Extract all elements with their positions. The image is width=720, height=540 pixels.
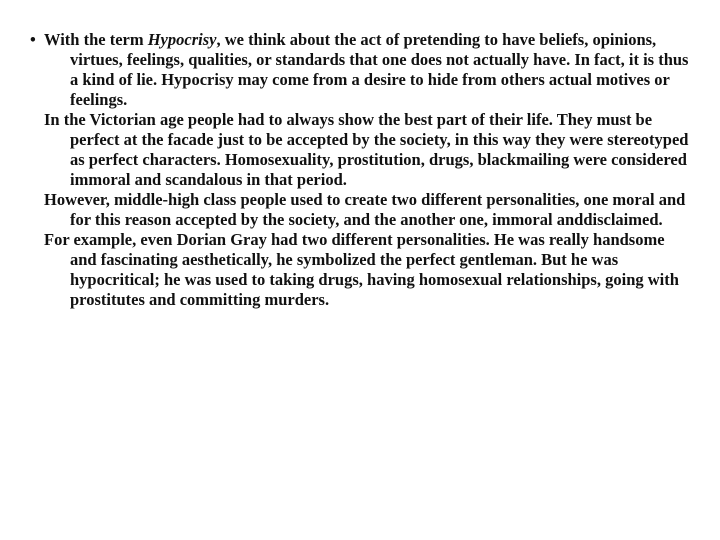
paragraph-text-after: , we think about the act of pretending to have beliefs, opinions, virtues, feelings, qualities, or standards that one does not actually have. In fact, it is thus a kind of lie. Hypocrisy may come from a desire to hide from others actual motives or feelings. — [70, 30, 689, 109]
paragraph-dorian-gray: For example, even Dorian Gray had two different personalities. He was really handsome and fascinating aesthetically, he symbolized the perfect gentleman. But he was hypocritical; he was used to taking drugs, having homosexual relationships, going with prostitutes and committing murders. — [44, 230, 679, 309]
slide-text-block — [30, 30, 694, 310]
term-hypocrisy: Hypocrisy — [147, 30, 217, 49]
bullet-icon: • — [30, 30, 36, 49]
paragraph-text-before: With the term — [44, 30, 148, 49]
paragraph-victorian-age: In the Victorian age people had to always show the best part of their life. They must be perfect at the facade just to be accepted by the society, in this way they were stereotyped as perfect characters. Homosexuality, prostitution, drugs, blackmailing were considered immoral and scandalous in that period. — [44, 110, 689, 189]
paragraph-two-personalities: However, middle-high class people used to create two different personalities, one moral and for this reason accepted by the society, and the another one, immoral anddisclaimed. — [44, 190, 686, 229]
paragraph-hypocrisy-definition — [30, 30, 694, 110]
